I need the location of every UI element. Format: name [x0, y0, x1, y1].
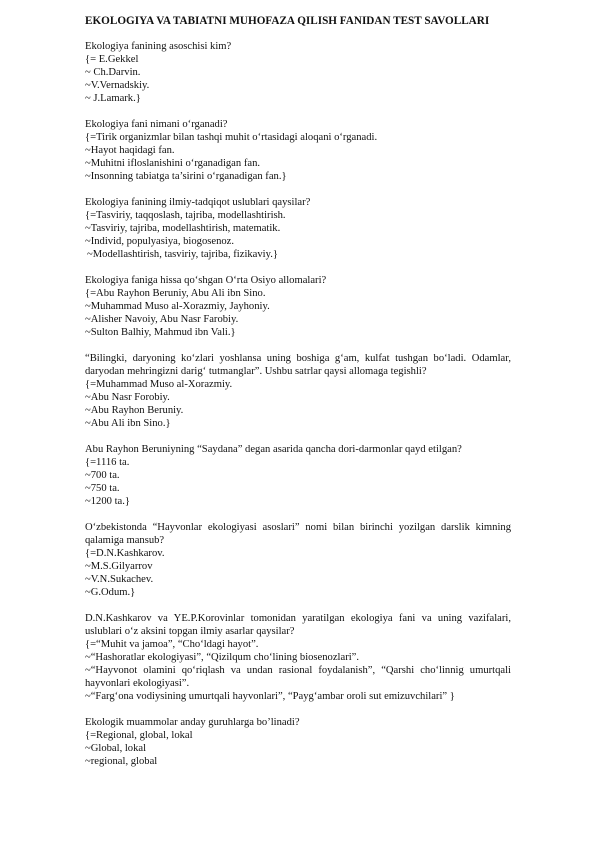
question-block: [85, 196, 511, 261]
answer-option: ~Abu Nasr Forobiy.: [85, 392, 170, 403]
answer-option: ~Individ, populyasiya, biogosenoz.: [85, 236, 235, 247]
question-text: O‘zbekistonda “Hayvonlar ekologiyasi asoslari” nomi bilan birinchi yozilgan darslik kimning qalamiga mansub?: [85, 522, 511, 546]
question-block: [85, 274, 511, 339]
question-text: Ekologiya fani nimani o‘rganadi?: [85, 119, 228, 130]
answer-option: ~Tasviriy, tajriba, modellashtirish, matematik.: [85, 223, 281, 234]
answer-option: {=Tasviriy, taqqoslash, tajriba, modellashtirish.: [85, 210, 286, 221]
answer-option: {=Tirik organizmlar bilan tashqi muhit o‘rtasidagi aloqani o‘rganadi.: [85, 132, 378, 143]
answer-option: ~Alisher Navoiy, Abu Nasr Farobiy.: [85, 314, 239, 325]
answer-option: ~Muhammad Muso al-Xorazmiy, Jayhoniy.: [85, 301, 270, 312]
question-text: Ekologiya fanining asoschisi kim?: [85, 41, 232, 52]
answer-option: ~Muhitni ifloslanishini o‘rganadigan fan.: [85, 158, 261, 169]
question-text: Abu Rayhon Beruniyning “Saydana” degan asarida qancha dori-darmonlar qayd etilgan?: [85, 444, 462, 455]
question-text: Ekologiya faniga hissa qo‘shgan O‘rta Osiyo allomalari?: [85, 275, 327, 286]
answer-option: ~Sulton Balhiy, Mahmud ibn Vali.}: [85, 327, 236, 338]
answer-option: ~M.S.Gilyarrov: [85, 561, 153, 572]
answer-option: {=Regional, global, lokal: [85, 730, 193, 741]
answer-option: ~Insonning tabiatga ta’sirini o‘rganadigan fan.}: [85, 171, 287, 182]
answer-option: {=1116 ta.: [85, 457, 130, 468]
answer-option: ~700 ta.: [85, 470, 120, 481]
document-page: [85, 14, 511, 781]
question-block: [85, 521, 511, 599]
answer-option: ~ Ch.Darvin.: [85, 67, 141, 78]
question-block: [85, 118, 511, 183]
answer-option: ~regional, global: [85, 756, 158, 767]
answer-option: ~Hayot haqidagi fan.: [85, 145, 175, 156]
answer-option: {=“Muhit va jamoa”, “Cho‘ldagi hayot”.: [85, 639, 259, 650]
answer-option: {=D.N.Kashkarov.: [85, 548, 165, 559]
answer-option: ~“Hayvonot olamini qo‘riqlash va undan rasional foydalanish”, “Qarshi cho‘linnig umurtqali hayvonlari ekologiyasi”.: [85, 665, 511, 689]
answer-option: ~G.Odum.}: [85, 587, 136, 598]
answer-option: {= E.Gekkel: [85, 54, 139, 65]
answer-option: ~V.N.Sukachev.: [85, 574, 154, 585]
question-text: Ekologik muammolar anday guruhlarga bo’linadi?: [85, 717, 300, 728]
answer-option: ~750 ta.: [85, 483, 120, 494]
answer-option: ~1200 ta.}: [85, 496, 130, 507]
question-text: “Bilingki, daryoning ko‘zlari yoshlansa uning boshiga g‘am, kulfat tushgan bo‘ladi. Odamlar, daryodan mehringizni darig‘ tutmanglar”. Ushbu satrlar qaysi allomaga tegishli?: [85, 353, 511, 377]
question-text: Ekologiya fanining ilmiy-tadqiqot uslublari qaysilar?: [85, 197, 311, 208]
question-block: [85, 40, 511, 105]
answer-option: {=Abu Rayhon Beruniy, Abu Ali ibn Sino.: [85, 288, 266, 299]
answer-option: ~“Hashoratlar ekologiyasi”, “Qizilqum cho‘lining biosenozlari”.: [85, 652, 360, 663]
document-title: EKOLOGIYA VA TABIATNI MUHOFAZA QILISH FANIDAN TEST SAVOLLARI: [85, 15, 490, 27]
answer-option: ~Abu Ali ibn Sino.}: [85, 418, 171, 429]
question-block: [85, 716, 511, 768]
answer-option: ~V.Vernadskiy.: [85, 80, 150, 91]
answer-option: ~Global, lokal: [85, 743, 147, 754]
answer-option: {=Muhammad Muso al-Xorazmiy.: [85, 379, 233, 390]
answer-option: ~ J.Lamark.}: [85, 93, 141, 104]
question-block: [85, 612, 511, 703]
question-text: D.N.Kashkarov va YE.P.Korovinlar tomonidan yaratilgan ekologiya fani va uning vazifalari, uslublari o‘z aksini topgan ilmiy asarlar qaysilar?: [85, 613, 511, 637]
answer-option: ~Modellashtirish, tasviriy, tajriba, fizikaviy.}: [87, 249, 278, 260]
question-block: [85, 352, 511, 430]
question-block: [85, 443, 511, 508]
answer-option: ~Abu Rayhon Beruniy.: [85, 405, 184, 416]
answer-option: ~“Farg‘ona vodiysining umurtqali hayvonlari”, “Payg‘ambar oroli sut emizuvchilari” }: [85, 691, 455, 702]
